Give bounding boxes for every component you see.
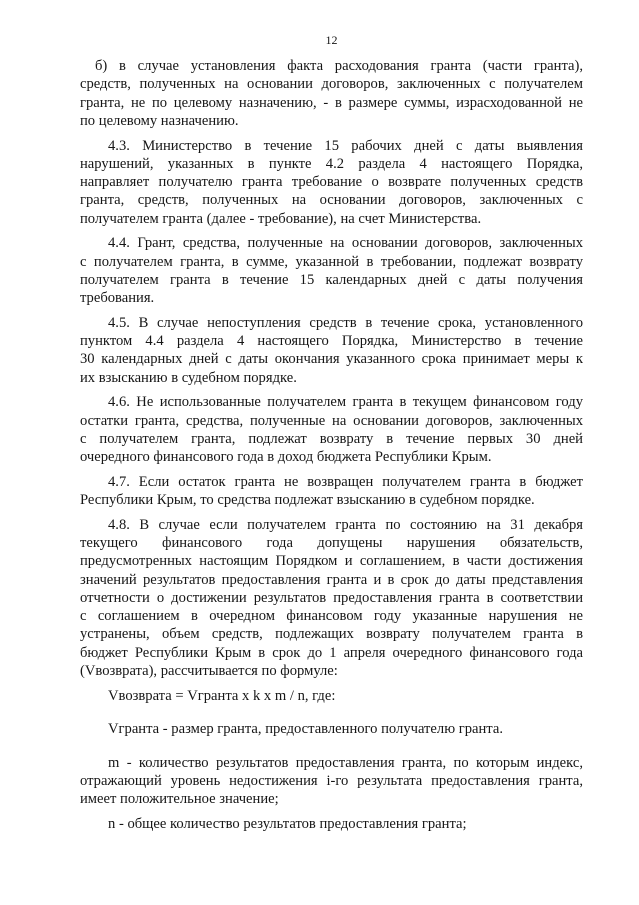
text-line: (Vвозврата), рассчитывается по формуле: — [80, 662, 338, 679]
text-line: получателем гранта (далее - требование), на счет Министерства. — [80, 210, 482, 227]
clause-b — [80, 57, 583, 130]
text-line: значений результатов предоставления гранта и в срок до даты представления — [80, 571, 583, 588]
text-line: направляет получателю гранта требование о возврате полученных средств — [80, 174, 583, 190]
text-line: Vгранта - размер гранта, предоставленного получателю гранта. — [108, 721, 503, 738]
text-line: бюджет Республики Крым в срок до 1 апреля очередного финансового года — [80, 644, 583, 661]
definition-m — [80, 754, 583, 809]
clause-4-3 — [80, 137, 583, 228]
text-line: m - количество результатов предоставления гранта, по которым индекс, — [108, 754, 583, 771]
text-line: предусмотренных настоящим Порядком и соглашением, в части достижения — [80, 553, 583, 570]
text-line: средств, полученных на основании договоров, заключенных с получателем — [80, 76, 583, 93]
clause-4-4 — [80, 234, 583, 307]
text-line: по целевому назначению. — [80, 112, 239, 129]
text-line: 4.6. Не использованные получателем гранта в текущем финансовом году — [108, 394, 583, 411]
text-line: отражающий уровень недостижения i-го результата предоставления гранта, — [80, 772, 583, 789]
text-line: устранены, объем средств, подлежащих возврату получателем гранта в — [80, 626, 583, 643]
text-line: гранта, не по целевому назначению, - в размере суммы, израсходованной не — [80, 94, 583, 111]
text-line: очередного финансового года в доход бюджета Республики Крым. — [80, 449, 492, 465]
text-line: 4.7. Если остаток гранта не возвращен получателем гранта в бюджет — [108, 473, 583, 490]
text-line: Республики Крым, то средства подлежат взысканию в судебном порядке. — [80, 492, 535, 508]
text-line: n - общее количество результатов предоставления гранта; — [108, 815, 467, 832]
text-line: пунктом 4.4 раздела 4 настоящего Порядка, Министерство в течение — [80, 333, 583, 349]
clause-4-6 — [80, 393, 583, 466]
text-line: получателем гранта в течение 15 календарных дней с даты получения — [80, 271, 583, 288]
text-line: 4.8. В случае если получателем гранта по состоянию на 31 декабря — [108, 516, 583, 533]
formula-line: Vвозврата = Vгранта x k x m / n, где: — [108, 687, 336, 704]
clause-4-5 — [80, 314, 583, 387]
text-line: 4.5. В случае непоступления средств в течение срока, установленного — [108, 314, 583, 331]
text-line: с получателем гранта, подлежат возврату в течение первых 30 дней — [80, 430, 583, 447]
text-line: требования. — [80, 290, 155, 306]
clause-4-7 — [80, 473, 583, 510]
definition-v-grant — [80, 720, 583, 738]
text-line: с соглашением в очередном финансовом году указанные нарушения не — [80, 608, 583, 624]
formula — [80, 687, 583, 705]
text-line: имеет положительное значение; — [80, 791, 279, 807]
text-line: отчетности о достижении результатов предоставления гранта в соответствии — [80, 589, 583, 606]
text-line: гранта, средств, полученных на основании договоров, заключенных с — [80, 192, 583, 209]
text-line: 4.3. Министерство в течение 15 рабочих дней с даты выявления — [108, 137, 583, 154]
text-line: остатки гранта, средства, полученные на основании договоров, заключенных — [80, 412, 583, 429]
text-line: текущего финансового года допущены нарушения обязательств, — [80, 535, 583, 551]
page-number: 12 — [325, 33, 338, 47]
document-body — [80, 57, 583, 840]
text-line: с получателем гранта, в сумме, указанной в требовании, подлежат возврату — [80, 253, 583, 270]
text-line: их взысканию в судебном порядке. — [80, 369, 297, 386]
text-line: нарушений, указанных в пункте 4.2 раздела 4 настоящего Порядка, — [80, 155, 583, 172]
definition-n — [80, 815, 583, 833]
text-line: 30 календарных дней с даты окончания указанного срока принимает меры к — [80, 351, 583, 368]
text-line: 4.4. Грант, средства, полученные на основании договоров, заключенных — [108, 235, 583, 252]
text-line: б) в случае установления факта расходования гранта (части гранта), — [95, 58, 583, 74]
clause-4-8 — [80, 516, 583, 680]
